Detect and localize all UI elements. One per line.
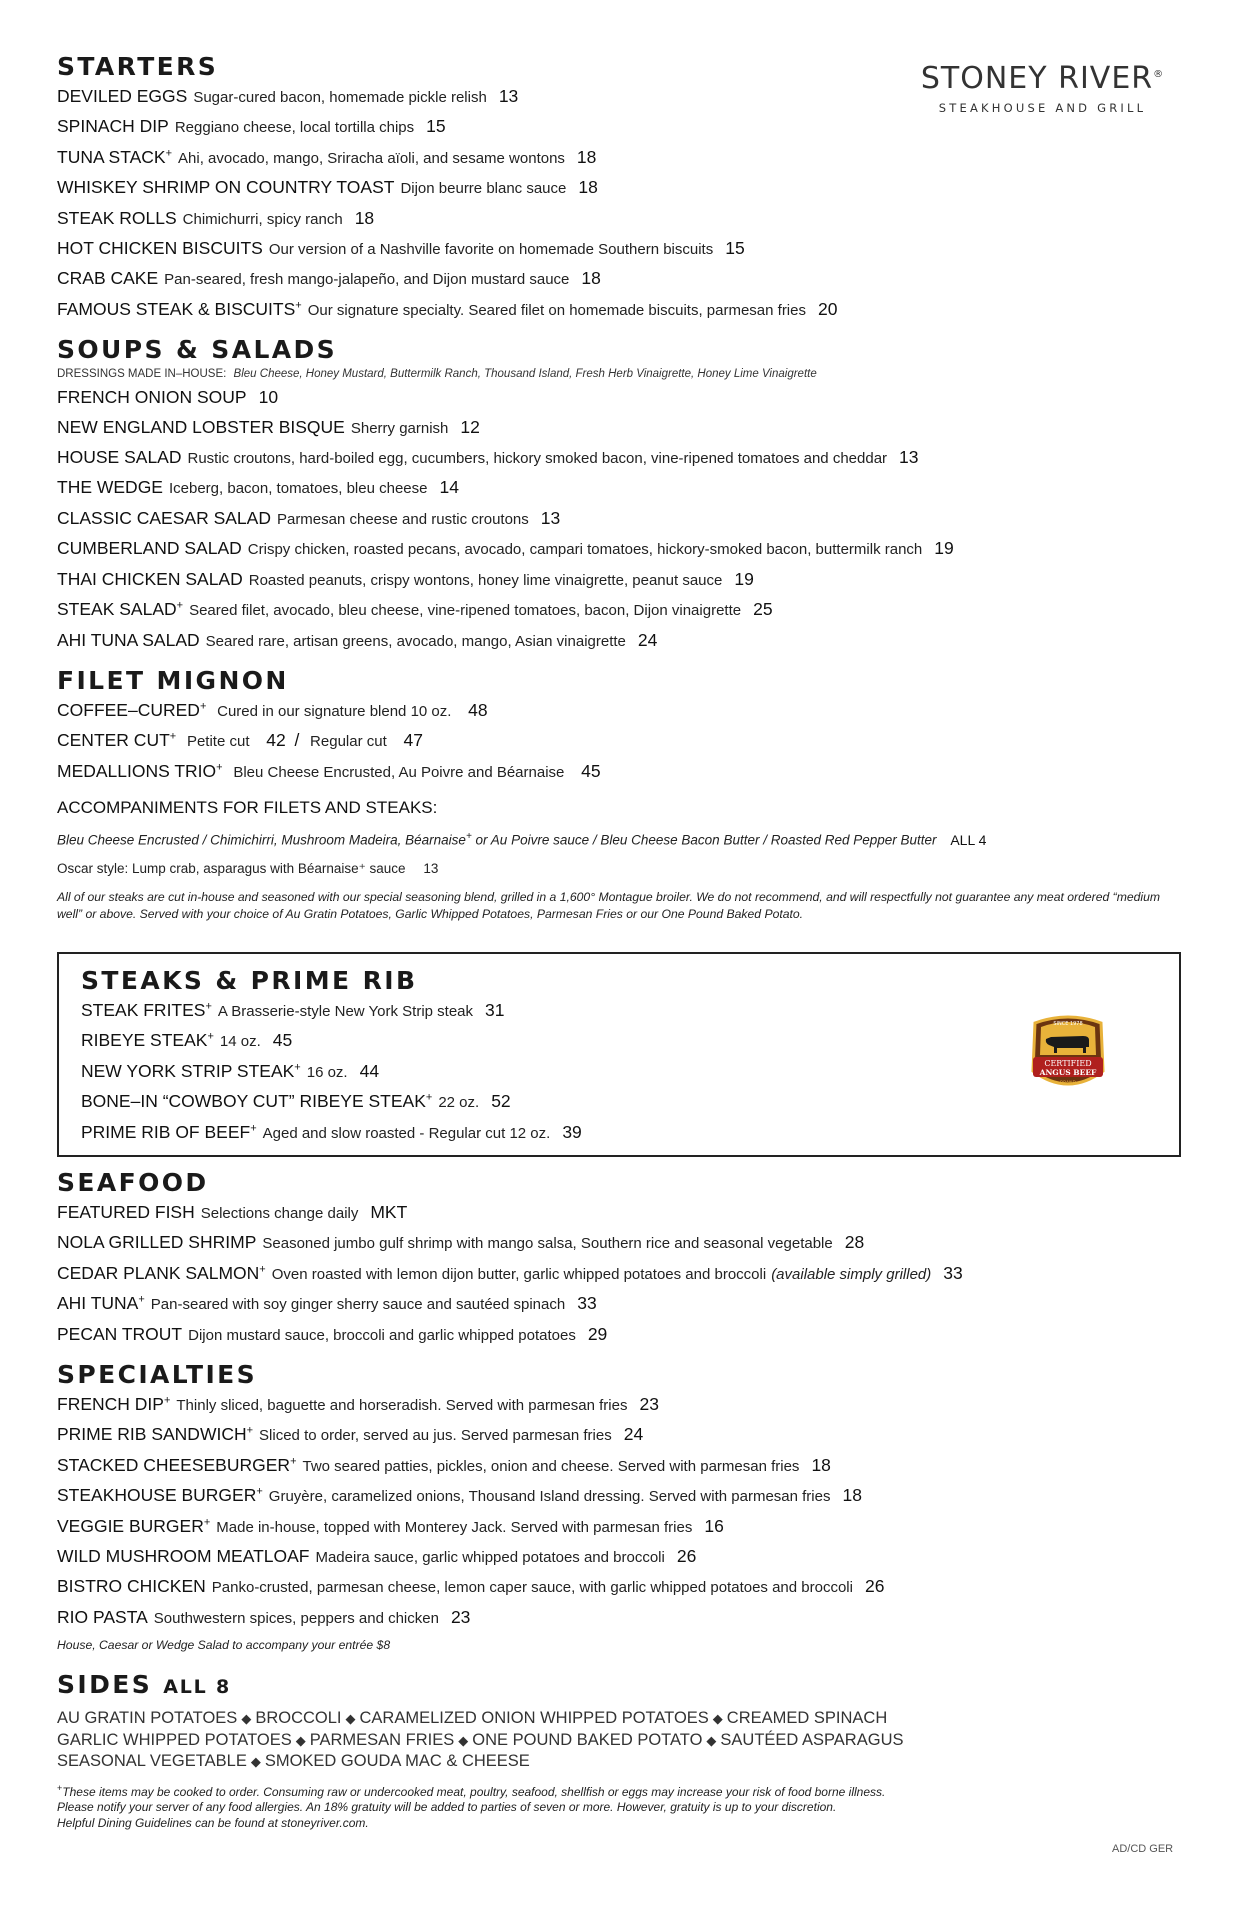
section-title-specialties: SPECIALTIES	[57, 1360, 258, 1390]
item-description: Chimichurri, spicy ranch	[182, 210, 343, 228]
cooked-to-order-mark: +	[246, 1424, 254, 1437]
item-description: Seared filet, avocado, bleu cheese, vine-ripened tomatoes, bacon, Dijon vinaigrette	[189, 602, 742, 620]
section-title-sides: SIDES	[57, 1670, 153, 1700]
menu-item	[57, 1481, 1187, 1511]
cooked-to-order-mark: +	[295, 299, 302, 312]
item-name: RIBEYE STEAK	[81, 1030, 208, 1051]
item-price: 16	[704, 1515, 724, 1536]
item-name: FEATURED FISH	[57, 1202, 195, 1222]
item-description: Seared rare, artisan greens, avocado, mango, Asian vinaigrette	[205, 632, 626, 650]
menu-item	[81, 996, 1157, 1026]
menu-item	[57, 1603, 1187, 1633]
item-description: Bleu Cheese Encrusted, Au Poivre and Béarnaise	[233, 763, 565, 781]
soups-salads-section	[57, 335, 1187, 656]
cooked-to-order-mark: +	[138, 1293, 145, 1306]
petite-cut-price: 42	[266, 730, 286, 751]
starters-list	[57, 82, 1187, 325]
side-item: SMOKED GOUDA MAC & CHEESE	[264, 1752, 530, 1771]
item-description: Ahi, avocado, mango, Sriracha aïoli, and sesame wontons	[178, 149, 565, 167]
certified-angus-beef-badge-icon	[1023, 1009, 1113, 1099]
item-description: 14 oz.	[219, 1033, 261, 1051]
item-name: STEAK SALAD	[57, 599, 177, 620]
item-name: PRIME RIB SANDWICH	[57, 1424, 247, 1445]
menu-item	[57, 1572, 1187, 1602]
accompaniments-title: ACCOMPANIMENTS FOR FILETS AND STEAKS:	[57, 798, 438, 818]
menu-item	[57, 473, 1187, 503]
side-item: AU GRATIN POTATOES	[57, 1709, 238, 1728]
item-name: FRENCH DIP	[57, 1394, 164, 1415]
menu-item	[57, 1420, 1187, 1450]
menu-item	[57, 143, 1187, 173]
cooked-to-order-mark: +	[163, 1394, 171, 1407]
item-name: AHI TUNA SALAD	[57, 629, 200, 650]
badge-line-1: CERTIFIED	[1044, 1059, 1092, 1068]
item-name: BONE–IN “COWBOY CUT” RIBEYE STEAK	[81, 1091, 426, 1112]
item-name: NEW YORK STRIP STEAK	[81, 1060, 295, 1081]
oscar-style-text: Oscar style: Lump crab, asparagus with Béarnaise⁺ sauce	[57, 860, 406, 876]
sides-price: ALL 8	[163, 1676, 232, 1699]
badge-line-2: ANGUS BEEF	[1039, 1068, 1097, 1077]
section-title-starters: STARTERS	[57, 52, 219, 81]
menu-item	[57, 1289, 1187, 1319]
petite-cut-label: Petite cut	[186, 733, 250, 751]
specialties-section	[57, 1360, 1187, 1654]
dressings-label: DRESSINGS MADE IN–HOUSE:	[57, 368, 227, 381]
menu-item	[57, 1451, 1187, 1481]
item-price: 18	[842, 1485, 862, 1506]
menu-item	[81, 1087, 1157, 1117]
item-price: 14	[439, 477, 459, 498]
item-price: 13	[540, 507, 561, 528]
menu-item	[57, 565, 1187, 595]
menu-item	[57, 383, 1187, 412]
item-name: NOLA GRILLED SHRIMP	[57, 1232, 257, 1253]
item-price: 48	[468, 699, 488, 720]
item-price: 18	[578, 177, 598, 198]
item-description: Aged and slow roasted - Regular cut 12 oz.	[262, 1124, 551, 1142]
item-price: 15	[725, 238, 745, 259]
item-name: COFFEE–CURED	[57, 699, 200, 720]
side-item: GARLIC WHIPPED POTATOES	[57, 1730, 292, 1749]
menu-item	[57, 204, 1187, 234]
cooked-to-order-mark: +	[290, 1455, 297, 1468]
menu-page-lower	[57, 1168, 1187, 1831]
cooked-to-order-mark: +	[250, 1121, 257, 1134]
item-price: 33	[577, 1293, 597, 1314]
item-name: CUMBERLAND SALAD	[57, 538, 242, 559]
item-price: 28	[844, 1232, 865, 1253]
menu-item	[57, 1198, 1187, 1228]
cooked-to-order-mark: +	[205, 1000, 212, 1013]
item-name: THE WEDGE	[57, 477, 163, 498]
menu-item	[57, 626, 1187, 656]
item-price: 45	[272, 1030, 293, 1051]
seafood-section	[57, 1168, 1187, 1350]
item-description: Dijon beurre blanc sauce	[400, 180, 567, 198]
item-name: CENTER CUT	[57, 730, 170, 751]
menu-item	[57, 534, 1187, 564]
diamond-separator-icon: ◆	[250, 1754, 261, 1770]
regular-cut-label: Regular cut	[310, 733, 387, 751]
item-price: 26	[864, 1576, 885, 1597]
oscar-style-option	[57, 855, 1187, 883]
side-item: PARMESAN FRIES	[309, 1730, 455, 1749]
menu-item	[57, 1512, 1187, 1542]
item-price: 10	[258, 387, 279, 408]
item-name: AHI TUNA	[57, 1293, 139, 1314]
item-description: Sherry garnish	[350, 419, 449, 437]
item-name: NEW ENGLAND LOBSTER BISQUE	[57, 416, 345, 437]
item-description: Dijon mustard sauce, broccoli and garlic whipped potatoes	[188, 1326, 576, 1344]
accompaniments-price: ALL 4	[950, 831, 987, 848]
cooked-to-order-mark: +	[165, 147, 173, 160]
item-price: 31	[485, 1000, 505, 1020]
menu-item	[57, 1542, 1187, 1572]
item-name: HOUSE SALAD	[57, 447, 182, 468]
section-title-seafood: SEAFOOD	[57, 1168, 209, 1197]
item-price: 19	[734, 568, 754, 589]
item-description: Oven roasted with lemon dijon butter, garlic whipped potatoes and broccoli	[271, 1265, 767, 1283]
cooked-to-order-mark: +	[294, 1061, 301, 1074]
item-name: PECAN TROUT	[57, 1323, 183, 1344]
item-name: WHISKEY SHRIMP ON COUNTRY TOAST	[57, 177, 395, 198]
cooked-to-order-mark: +	[425, 1091, 433, 1104]
menu-item	[57, 504, 1187, 534]
menu-item	[57, 1390, 1187, 1420]
accompaniments-list	[57, 823, 1187, 855]
item-description: Madeira sauce, garlic whipped potatoes and broccoli	[315, 1549, 665, 1567]
item-price: 13	[899, 447, 919, 468]
menu-page	[57, 52, 1187, 923]
item-description: Pan-seared, fresh mango-jalapeño, and Dijon mustard sauce	[164, 271, 570, 289]
item-price: 52	[491, 1091, 511, 1112]
item-description: Crispy chicken, roasted pecans, avocado, campari tomatoes, hickory-smoked bacon, buttermilk ranch	[247, 541, 923, 559]
cooked-to-order-mark: +	[199, 700, 207, 713]
menu-item	[57, 112, 1187, 142]
disclaimer-line-2: Please notify your server of any food allergies. An 18% gratuity will be added to parties of seven or more. However, gratuity is up to your discretion.	[57, 1800, 837, 1815]
menu-item	[57, 726, 1187, 756]
dressings-note	[57, 365, 1187, 383]
cut-separator: /	[294, 730, 300, 751]
logo-registered-mark: ®	[1153, 69, 1165, 80]
disclaimer-line-1: These items may be cooked to order. Consuming raw or undercooked meat, poultry, seafood, shellfish or eggs may increase your risk of food borne illness.	[62, 1784, 886, 1799]
cooked-to-order-mark: +	[169, 730, 177, 743]
item-price: MKT	[370, 1202, 408, 1222]
sides-row	[57, 1730, 1187, 1752]
item-price: 44	[359, 1060, 380, 1081]
item-name: TUNA STACK	[57, 146, 166, 167]
accompaniments-part-1: Bleu Cheese Encrusted / Chimichirri, Mushroom Madeira, Béarnaise	[57, 832, 466, 848]
logo-tagline: STEAKHOUSE AND GRILL	[938, 101, 1147, 115]
item-description: A Brasserie-style New York Strip steak	[217, 1003, 474, 1020]
section-title-filet-mignon: FILET MIGNON	[57, 665, 289, 695]
item-price: 20	[817, 298, 838, 319]
side-item: SAUTÉED ASPARAGUS	[720, 1730, 904, 1749]
item-price: 18	[354, 207, 375, 228]
soups-salads-list	[57, 383, 1187, 656]
item-price: 19	[934, 538, 954, 559]
steaks-prime-rib-section	[57, 952, 1181, 1157]
item-name: STACKED CHEESEBURGER	[57, 1454, 291, 1475]
cooked-to-order-mark: +	[259, 1263, 266, 1276]
item-price: 18	[576, 146, 597, 167]
item-description: Southwestern spices, peppers and chicken	[153, 1609, 439, 1627]
diamond-separator-icon: ◆	[458, 1732, 469, 1748]
item-price: 12	[460, 416, 480, 437]
item-name: CLASSIC CAESAR SALAD	[57, 507, 271, 528]
item-description: Our version of a Nashville favorite on homemade Southern biscuits	[268, 241, 714, 259]
accompaniments-part-2: or Au Poivre sauce / Bleu Cheese Bacon Butter / Roasted Red Pepper Butter	[475, 832, 937, 848]
regular-cut-price: 47	[403, 730, 423, 751]
side-item: SEASONAL VEGETABLE	[57, 1752, 247, 1771]
starters-section	[57, 52, 1187, 325]
diamond-separator-icon: ◆	[706, 1732, 717, 1748]
menu-item	[57, 234, 1187, 264]
item-description: Sugar-cured bacon, homemade pickle relish	[193, 89, 487, 106]
sides-section	[57, 1670, 1187, 1773]
item-price: 13	[498, 86, 519, 106]
item-name: SPINACH DIP	[57, 116, 169, 137]
sides-row	[57, 1751, 1187, 1773]
item-description: Pan-seared with soy ginger sherry sauce and sautéed spinach	[150, 1296, 566, 1314]
diamond-separator-icon: ◆	[712, 1711, 723, 1727]
item-description: Two seared patties, pickles, onion and cheese. Served with parmesan fries	[302, 1457, 800, 1475]
diamond-separator-icon: ◆	[295, 1732, 306, 1748]
item-price: 45	[581, 760, 601, 781]
item-name: CRAB CAKE	[57, 268, 159, 289]
item-description-note: (available simply grilled)	[771, 1265, 932, 1283]
item-description: Roasted peanuts, crispy wontons, honey lime vinaigrette, peanut sauce	[248, 571, 723, 589]
item-price: 26	[676, 1546, 697, 1567]
diamond-separator-icon: ◆	[241, 1711, 252, 1727]
item-description: Sliced to order, served au jus. Served parmesan fries	[259, 1427, 612, 1445]
item-price: 18	[581, 268, 601, 289]
item-description: Iceberg, bacon, tomatoes, bleu cheese	[168, 480, 428, 498]
item-price: 23	[450, 1606, 471, 1627]
steaks-list	[81, 996, 1157, 1148]
item-description: Selections change daily	[200, 1205, 359, 1222]
item-description: Reggiano cheese, local tortilla chips	[174, 119, 415, 137]
menu-item	[81, 1057, 1157, 1087]
menu-item	[57, 443, 1187, 473]
menu-item	[81, 1026, 1157, 1056]
item-name: STEAK FRITES	[81, 1000, 206, 1020]
item-name: PRIME RIB OF BEEF	[81, 1121, 251, 1142]
salad-upgrade-note: House, Caesar or Wedge Salad to accompany your entrée $8	[57, 1638, 391, 1653]
item-name: WILD MUSHROOM MEATLOAF	[57, 1546, 310, 1567]
item-description: Panko-crusted, parmesan cheese, lemon caper sauce, with garlic whipped potatoes and broccoli	[211, 1579, 853, 1597]
item-name: VEGGIE BURGER	[57, 1515, 204, 1536]
item-name: STEAKHOUSE BURGER	[57, 1485, 257, 1506]
disclaimer-line-3: Helpful Dining Guidelines can be found at stoneyriver.com.	[57, 1815, 369, 1830]
menu-item	[57, 173, 1187, 203]
item-price: 24	[623, 1424, 644, 1445]
item-description: Seasoned jumbo gulf shrimp with mango salsa, Southern rice and seasonal vegetable	[262, 1235, 833, 1253]
item-price: 18	[811, 1454, 831, 1475]
cooked-to-order-mark: +	[216, 761, 223, 774]
cooked-to-order-mark: +	[256, 1485, 263, 1498]
badge-brand-text: BRAND	[1060, 1081, 1076, 1086]
item-price: 15	[426, 116, 446, 137]
item-description: Cured in our signature blend 10 oz.	[217, 702, 452, 720]
menu-item	[57, 413, 1187, 443]
item-description: Parmesan cheese and rustic croutons	[276, 510, 529, 528]
seafood-list	[57, 1198, 1187, 1350]
badge-since-text: SINCE 1978	[1053, 1021, 1083, 1027]
item-description: Thinly sliced, baguette and horseradish. Served with parmesan fries	[176, 1397, 628, 1415]
item-name: MEDALLIONS TRIO	[57, 760, 217, 781]
side-item: CREAMED SPINACH	[726, 1709, 888, 1728]
side-item: BROCCOLI	[255, 1709, 342, 1728]
item-description: Our signature specialty. Seared filet on homemade biscuits, parmesan fries	[307, 301, 806, 319]
oscar-style-price: 13	[423, 860, 439, 876]
item-name: STEAK ROLLS	[57, 207, 177, 228]
menu-item	[57, 1228, 1187, 1258]
menu-item	[57, 757, 1187, 787]
cooked-to-order-mark: +	[203, 1516, 211, 1528]
specialties-list	[57, 1390, 1187, 1633]
item-description: Made in-house, topped with Monterey Jack. Served with parmesan fries	[216, 1518, 693, 1536]
item-name: CEDAR PLANK SALMON	[57, 1262, 260, 1283]
item-price: 29	[587, 1323, 608, 1344]
item-name: RIO PASTA	[57, 1606, 148, 1627]
cooked-to-order-mark: +	[176, 599, 184, 612]
cooked-to-order-mark: +	[465, 831, 472, 843]
item-name: DEVILED EGGS	[57, 86, 188, 106]
item-description: 22 oz.	[438, 1094, 480, 1112]
menu-code: AD/CD GER	[1112, 1843, 1174, 1855]
item-description: Gruyère, caramelized onions, Thousand Island dressing. Served with parmesan fries	[268, 1488, 831, 1506]
menu-item	[57, 1259, 1187, 1289]
section-title-steaks-prime-rib: STEAKS & PRIME RIB	[81, 966, 418, 995]
item-price: 25	[753, 599, 773, 620]
side-item: CARAMELIZED ONION WHIPPED POTATOES	[359, 1709, 709, 1728]
steak-preparation-note: All of our steaks are cut in-house and seasoned with our special seasoning blend, grilled in a 1,600° Montague broiler. We do not recommend, and will respectfully not guarantee any meat ordered “medium well” or above. Served with your choice of Au Gratin Potatoes, Garlic Whipped Potatoes, Parmesan Fries or our One Pound Baked Potato.	[57, 889, 1161, 921]
sides-row	[57, 1708, 1187, 1730]
side-item: ONE POUND BAKED POTATO	[472, 1730, 703, 1749]
menu-item	[57, 264, 1187, 294]
menu-item	[57, 1320, 1187, 1350]
menu-item	[81, 1118, 1157, 1148]
item-name: THAI CHICKEN SALAD	[57, 568, 243, 589]
item-price: 23	[639, 1394, 659, 1415]
dressings-list: Bleu Cheese, Honey Mustard, Buttermilk Ranch, Thousand Island, Fresh Herb Vinaigrette, Honey Lime Vinaigrette	[233, 368, 817, 381]
menu-item	[57, 595, 1187, 625]
food-safety-disclaimer	[57, 1782, 1187, 1832]
item-name: BISTRO CHICKEN	[57, 1576, 206, 1597]
item-name: FRENCH ONION SOUP	[57, 387, 247, 408]
diamond-separator-icon: ◆	[345, 1711, 356, 1727]
cooked-to-order-mark: +	[207, 1030, 214, 1043]
item-price: 33	[943, 1262, 963, 1283]
item-price: 39	[562, 1121, 582, 1142]
cooked-to-order-mark: +	[57, 1782, 63, 1793]
item-name: HOT CHICKEN BISCUITS	[57, 238, 263, 259]
item-description: Rustic croutons, hard-boiled egg, cucumbers, hickory smoked bacon, vine-ripened tomatoes and cheddar	[187, 450, 888, 468]
filet-mignon-section	[57, 666, 1187, 923]
item-price: 24	[637, 629, 658, 650]
section-title-soups-salads: SOUPS & SALADS	[57, 335, 338, 365]
menu-item	[57, 696, 1187, 726]
logo-brand: STONEY RIVER	[920, 61, 1154, 96]
sides-list	[57, 1708, 1187, 1773]
menu-item	[57, 295, 1187, 325]
item-description: 16 oz.	[306, 1063, 348, 1081]
menu-item	[57, 82, 1187, 112]
item-name: FAMOUS STEAK & BISCUITS	[57, 298, 296, 319]
